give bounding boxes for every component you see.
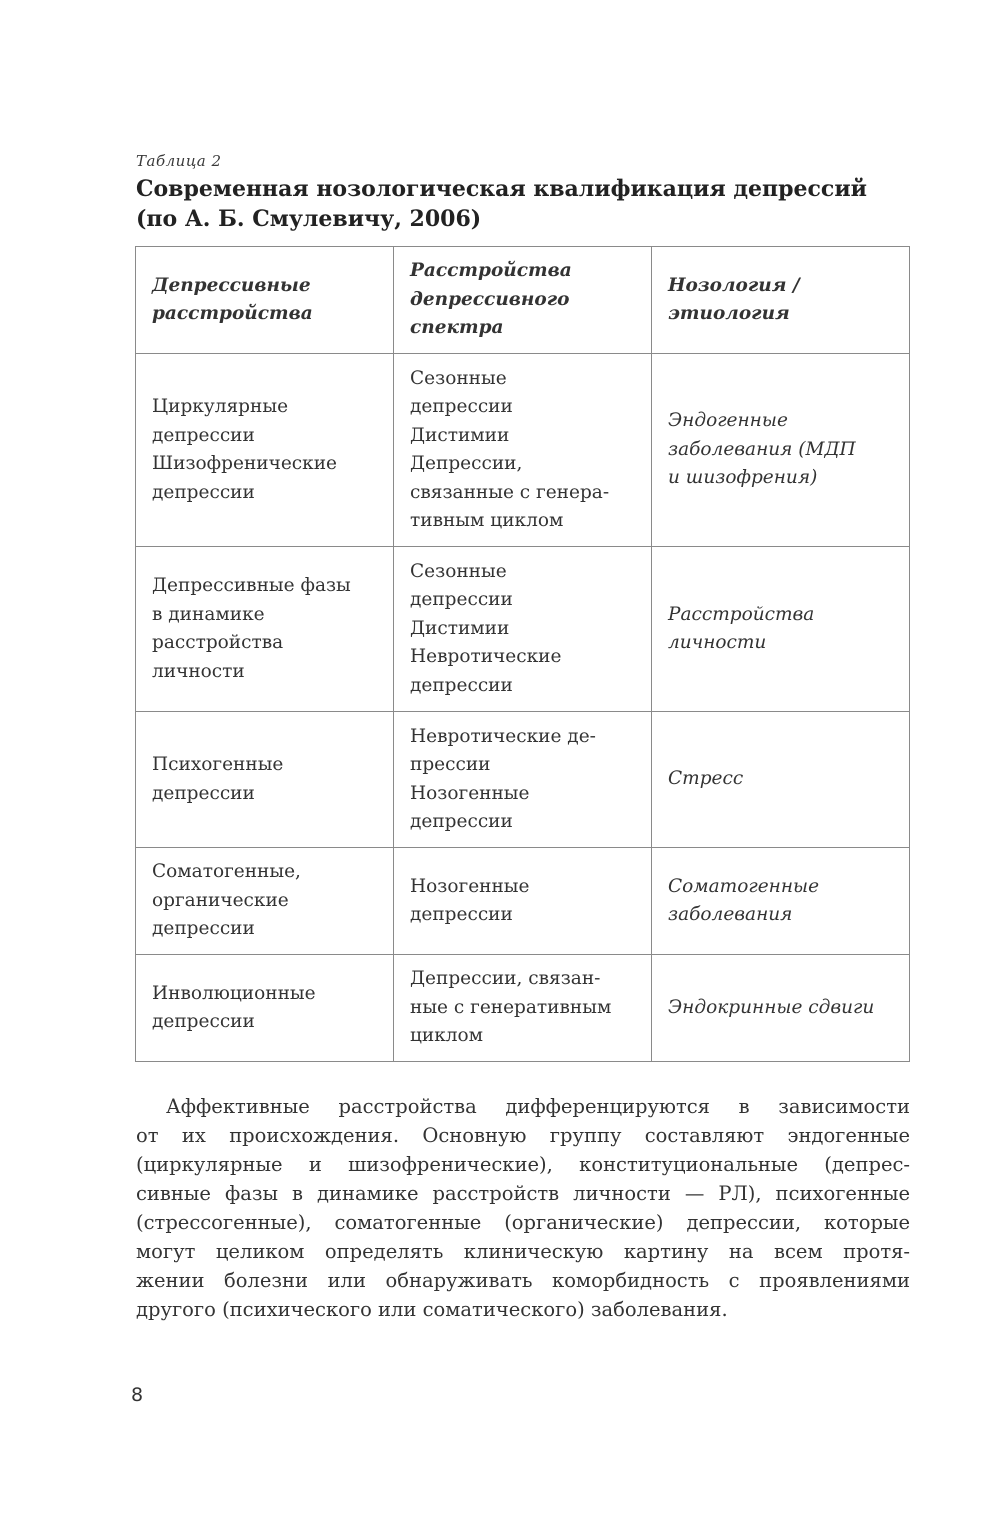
page-number: 8 [131, 1384, 144, 1406]
cell-spectrum: Нозогенные депрессии [394, 848, 652, 955]
cell-disorders: Инволюционные депрессии [136, 955, 394, 1062]
table-row [136, 955, 910, 1062]
cell-spectrum: Невротические де- прессии Нозогенные депрессии [394, 712, 652, 848]
cell-spectrum: Сезонные депрессии Дистимии Невротические депрессии [394, 547, 652, 712]
header-etiology: Нозология / этиология [652, 247, 910, 354]
table-title-line: Современная нозологическая квалификация депрессий [136, 176, 867, 202]
cell-disorders: Циркулярные депрессии Шизофренические депрессии [136, 354, 394, 547]
paragraph-line: Аффективные расстройства дифференцируются в зависимости [166, 1095, 910, 1118]
table-header-row [136, 247, 910, 354]
paragraph-line: могут целиком определять клиническую картину на всем протя- [136, 1240, 910, 1263]
cell-disorders: Соматогенные, органические депрессии [136, 848, 394, 955]
body-paragraph [136, 1092, 910, 1324]
header-disorders: Депрессивные расстройства [136, 247, 394, 354]
cell-disorders: Психогенные депрессии [136, 712, 394, 848]
table-title-line: (по А. Б. Смулевичу, 2006) [136, 206, 482, 232]
cell-etiology: Расстройства личности [652, 547, 910, 712]
table-row [136, 712, 910, 848]
paragraph-line: (циркулярные и шизофренические), конституциональные (депрес- [136, 1153, 910, 1176]
paragraph-line: другого (психического или соматического) заболевания. [136, 1298, 728, 1321]
cell-etiology: Эндогенные заболевания (МДП и шизофрения) [652, 354, 910, 547]
cell-spectrum: Сезонные депрессии Дистимии Депрессии, связанные с генера- тивным циклом [394, 354, 652, 547]
table-row [136, 547, 910, 712]
cell-etiology: Соматогенные заболевания [652, 848, 910, 955]
table-caption-label: Таблица 2 [136, 152, 222, 170]
cell-spectrum: Депрессии, связан- ные с генеративным циклом [394, 955, 652, 1062]
paragraph-line: сивные фазы в динамике расстройств личности — РЛ), психогенные [136, 1182, 910, 1205]
cell-etiology: Стресс [652, 712, 910, 848]
cell-etiology: Эндокринные сдвиги [652, 955, 910, 1062]
paragraph-line: (стрессогенные), соматогенные (органические) депрессии, которые [136, 1211, 910, 1234]
table-row [136, 354, 910, 547]
table-row [136, 848, 910, 955]
cell-disorders: Депрессивные фазы в динамике расстройства личности [136, 547, 394, 712]
paragraph-line: от их происхождения. Основную группу составляют эндогенные [136, 1124, 910, 1147]
header-spectrum: Расстройства депрессивного спектра [394, 247, 652, 354]
table-title [136, 174, 916, 234]
paragraph-line: жении болезни или обнаруживать коморбидность с проявлениями [136, 1269, 910, 1292]
nosology-table [135, 246, 910, 1062]
